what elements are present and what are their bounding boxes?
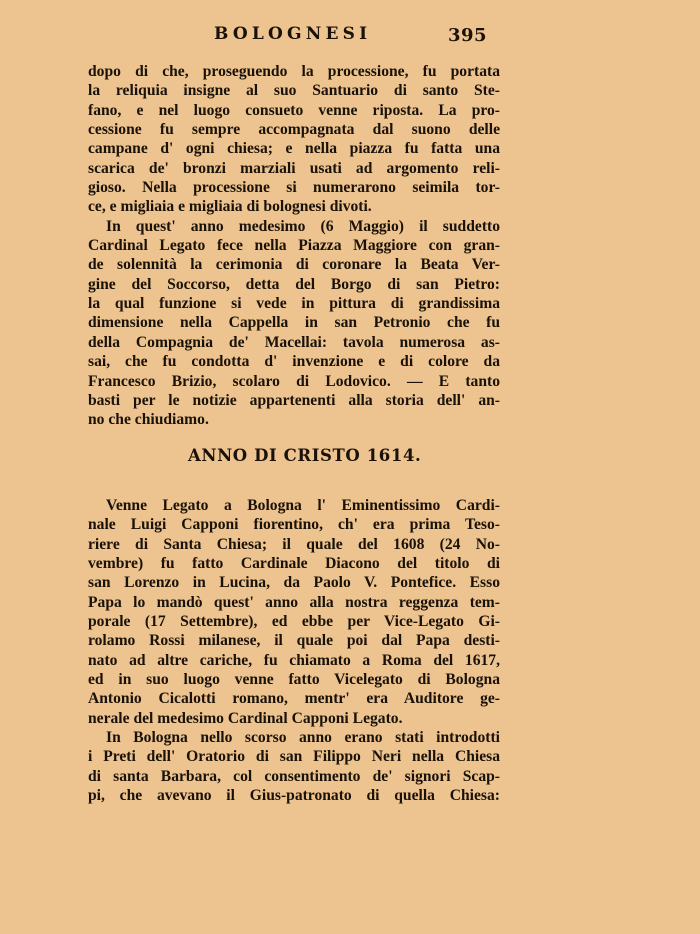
text-line: Cardinal Legato fece nella Piazza Maggiore con gran- [88,237,500,255]
text-line: i Preti dell' Oratorio di san Filippo Neri nella Chiesa [88,748,500,766]
text-line: della Compagnia de' Macellai: tavola numerosa as- [88,333,500,351]
paragraph-block-bottom [88,496,500,806]
text-line: de solennità la cerimonia di coronare la Beata Ver- [88,256,500,274]
text-line: ed in suo luogo venne fatto Vicelegato di Bologna [88,671,500,689]
text-line: Antonio Cicalotti romano, mentr' era Auditore ge- [88,690,500,708]
text-line: vembre) fu fatto Cardinale Diacono del titolo di [88,555,500,573]
text-line: campane d' ogni chiesa; e nella piazza fu fatta una [88,140,500,158]
text-line: di santa Barbara, col consentimento de' signori Scap- [88,767,500,785]
text-line: In Bologna nello scorso anno erano stati introdotti [106,729,500,747]
text-line: Venne Legato a Bologna l' Eminentissimo Cardi- [106,497,500,514]
text-line: scarica de' bronzi marziali usati ad argomento reli- [88,159,500,177]
text-line: dimensione nella Cappella in san Petronio che fu [88,314,500,332]
text-line: san Lorenzo in Lucina, da Paolo V. Pontefice. Esso [88,574,500,592]
text-line: In quest' anno medesimo (6 Maggio) il suddetto [106,217,500,235]
text-line: fano, e nel luogo consueto venne riposta. La pro- [88,101,500,119]
text-line: pi, che avevano il Gius-patronato di quella Chiesa: [88,787,500,805]
text-line: basti per le notizie appartenenti alla storia dell' an- [88,391,500,409]
section-heading: ANNO DI CRISTO 1614. [188,446,422,465]
text-line: Francesco Brizio, scolaro di Lodovico. — E tanto [88,372,500,390]
text-line: Papa lo mandò quest' anno alla nostra reggenza tem- [88,593,500,611]
running-head: BOLOGNESI [214,24,372,44]
text-line: gioso. Nella processione si numerarono seimila tor- [88,179,500,197]
text-line: dopo di che, proseguendo la processione, fu portata [88,63,500,80]
text-line: porale (17 Settembre), ed ebbe per Vice-Legato Gi- [88,613,500,631]
paragraph-block-top [88,62,500,430]
text-line: cessione fu sempre accompagnata dal suono delle [88,121,500,139]
page-header [0,24,700,52]
page-number: 395 [448,25,488,46]
text-line: rolamo Rossi milanese, il quale poi dal Papa desti- [88,632,500,650]
text-line: la qual funzione si vede in pittura di grandissima [88,295,500,313]
text-line: ce, e migliaia e migliaia di bolognesi divoti. [88,198,372,216]
text-line: gine del Soccorso, detta del Borgo di san Pietro: [88,275,500,293]
text-line: la reliquia insigne al suo Santuario di santo Ste- [88,82,500,100]
text-line: nato ad altre cariche, fu chiamato a Roma del 1617, [88,651,500,669]
text-line: riere di Santa Chiesa; il quale del 1608 (24 No- [88,535,500,553]
text-line: no che chiudiamo. [88,411,209,429]
text-line: nale Luigi Capponi fiorentino, ch' era prima Teso- [88,516,500,534]
text-line: sai, che fu condotta d' invenzione e di colore da [88,353,500,371]
text-line: nerale del medesimo Cardinal Capponi Legato. [88,709,403,727]
